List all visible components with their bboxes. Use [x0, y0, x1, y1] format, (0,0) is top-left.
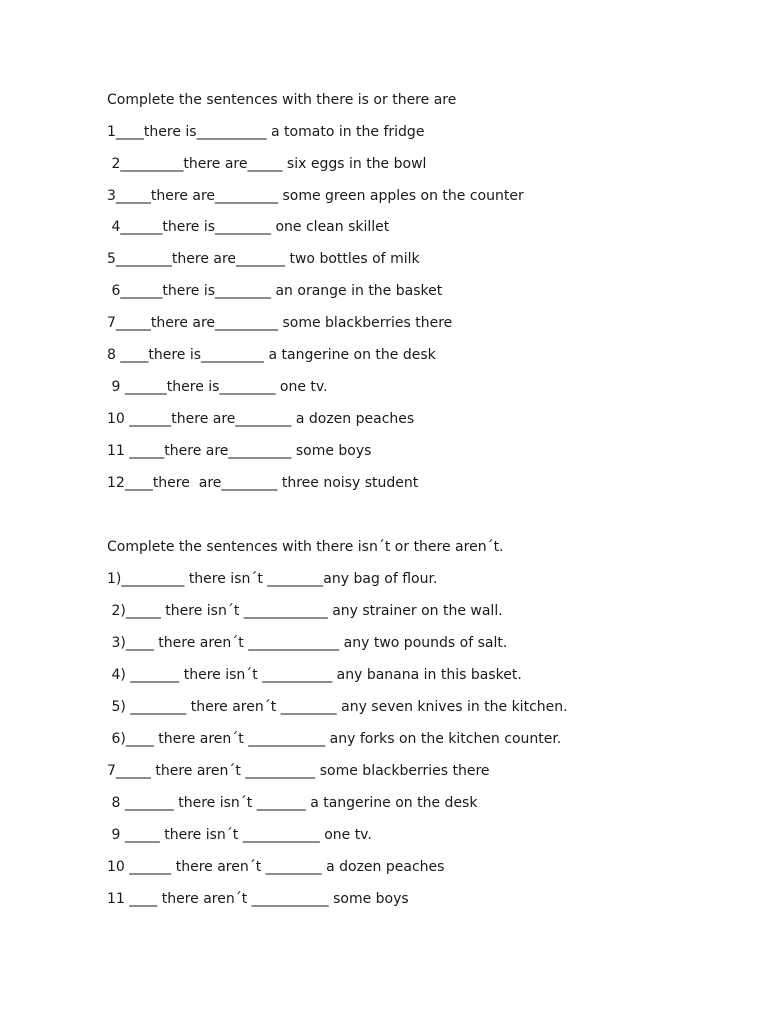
section2-item-3: 3)____ there aren´t _____________ any two pounds of salt. — [107, 635, 508, 651]
section2-heading: Complete the sentences with there isn´t or there aren´t. — [107, 539, 504, 555]
section1-item-4: 4______there is________ one clean skillet — [107, 219, 390, 235]
section2-item-10: 10 ______ there aren´t ________ a dozen peaches — [107, 859, 445, 875]
section1-item-6: 6______there is________ an orange in the basket — [107, 283, 443, 299]
section2-item-2: 2)_____ there isn´t ____________ any strainer on the wall. — [107, 603, 503, 619]
section1-item-2: 2_________there are_____ six eggs in the bowl — [107, 156, 427, 172]
section2-item-7: 7_____ there aren´t __________ some blackberries there — [107, 763, 490, 779]
section1-item-9: 9 ______there is________ one tv. — [107, 379, 328, 395]
section1-item-11: 11 _____there are_________ some boys — [107, 443, 372, 459]
section1-item-7: 7_____there are_________ some blackberries there — [107, 315, 453, 331]
section1-item-12: 12____there are________ three noisy student — [107, 475, 419, 491]
section1-item-5: 5________there are_______ two bottles of milk — [107, 251, 420, 267]
section1-item-8: 8 ____there is_________ a tangerine on the desk — [107, 347, 436, 363]
section2-item-6: 6)____ there aren´t ___________ any forks on the kitchen counter. — [107, 731, 562, 747]
section2-item-1: 1)_________ there isn´t ________any bag of flour. — [107, 571, 438, 587]
section2-item-5: 5) ________ there aren´t ________ any seven knives in the kitchen. — [107, 699, 568, 715]
section2-item-9: 9 _____ there isn´t ___________ one tv. — [107, 827, 372, 843]
section1-heading: Complete the sentences with there is or there are — [107, 92, 457, 108]
section1-item-10: 10 ______there are________ a dozen peaches — [107, 411, 415, 427]
section2-item-11: 11 ____ there aren´t ___________ some boys — [107, 891, 409, 907]
section1-item-1: 1____there is__________ a tomato in the fridge — [107, 124, 425, 140]
section2-item-8: 8 _______ there isn´t _______ a tangerine on the desk — [107, 795, 478, 811]
section2-item-4: 4) _______ there isn´t __________ any banana in this basket. — [107, 667, 522, 683]
section1-item-3: 3_____there are_________ some green apples on the counter — [107, 188, 524, 204]
